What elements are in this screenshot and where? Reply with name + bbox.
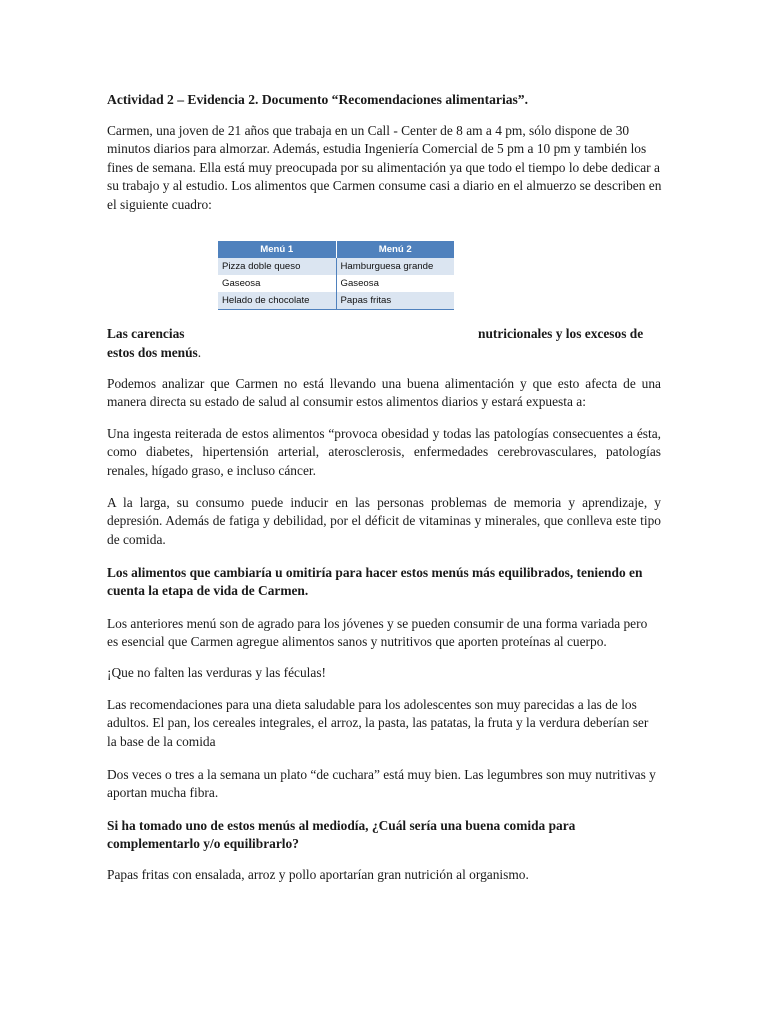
table-row — [218, 258, 454, 275]
table-cell: Pizza doble queso — [218, 258, 336, 275]
paragraph-respuesta: Papas fritas con ensalada, arroz y pollo aportarían gran nutrición al organismo. — [107, 867, 529, 882]
table-row — [218, 275, 454, 292]
menu-table — [218, 241, 454, 310]
table-row — [218, 292, 454, 310]
paragraph-analysis: Podemos analizar que Carmen no está llevando una buena alimentación y que esto afecta de una manera directa su estado de salud al consumir estos alimentos diarios y estará expuesta a: — [107, 376, 661, 410]
paragraph-verduras: ¡Que no falten las verduras y las féculas! — [107, 665, 326, 680]
document-title: Actividad 2 – Evidencia 2. Documento “Recomendaciones alimentarias”. — [107, 92, 529, 107]
paragraph-menus: Los anteriores menú son de agrado para los jóvenes y se pueden consumir de una forma variada pero es esencial que Carmen agregue alimentos sanos y nutritivos que aporten proteínas al cuerpo. — [107, 616, 648, 650]
paragraph-ingesta: Una ingesta reiterada de estos alimentos “provoca obesidad y todas las patologías consecuentes a ésta, como diabetes, hipertensión arterial, aterosclerosis, enfermedades cerebrovasculares, patologías renales, hígado graso, e incluso cáncer. — [107, 426, 661, 478]
menu-2-header: Menú 2 — [336, 241, 454, 258]
heading-part-1: Las carencias — [107, 326, 185, 341]
paragraph-legumbres: Dos veces o tres a la semana un plato “de cuchara” está muy bien. Las legumbres son muy nutritivas y aportan mucha fibra. — [107, 767, 656, 801]
table-cell: Gaseosa — [336, 275, 454, 292]
table-cell: Gaseosa — [218, 275, 336, 292]
section-heading-complemento: Si ha tomado uno de estos menús al mediodía, ¿Cuál sería una buena comida para complementarlo y/o equilibrarlo? — [107, 818, 576, 852]
menu-table-header-row — [218, 241, 454, 258]
intro-paragraph: Carmen, una joven de 21 años que trabaja en un Call - Center de 8 am a 4 pm, sólo dispone de 30 minutos diarios para almorzar. Además, estudia Ingeniería Comercial de 5 pm a 10 pm y también los fines de semana. Ella está muy preocupada por su alimentación ya que todo el tiempo lo debe dedicar a su trabajo y al estudio. Los alimentos que Carmen consume casi a diario en el almuerzo se describen en el siguiente cuadro: — [107, 123, 662, 212]
paragraph-recomendaciones: Las recomendaciones para una dieta saludable para los adolescentes son muy parecidas a las de los adultos. El pan, los cereales integrales, el arroz, la pasta, las patatas, la fruta y la verdura deberían ser la base de la comida — [107, 697, 649, 749]
table-cell: Papas fritas — [336, 292, 454, 310]
heading-part-2: nutricionales y los excesos de — [478, 326, 644, 341]
section-heading-alimentos: Los alimentos que cambiaría u omitiría para hacer estos menús más equilibrados, teniendo en cuenta la etapa de vida de Carmen. — [107, 565, 643, 599]
paragraph-consumo: A la larga, su consumo puede inducir en las personas problemas de memoria y aprendizaje, y depresión. Además de fatiga y debilidad, por el déficit de vitaminas y minerales, que conlleva este tipo de comida. — [107, 495, 661, 547]
table-cell: Hamburguesa grande — [336, 258, 454, 275]
table-cell: Helado de chocolate — [218, 292, 336, 310]
heading-part-3: estos dos menús — [107, 345, 198, 360]
heading-period: . — [197, 345, 202, 360]
menu-1-header: Menú 1 — [218, 241, 336, 258]
heading-line-2 — [107, 344, 201, 362]
